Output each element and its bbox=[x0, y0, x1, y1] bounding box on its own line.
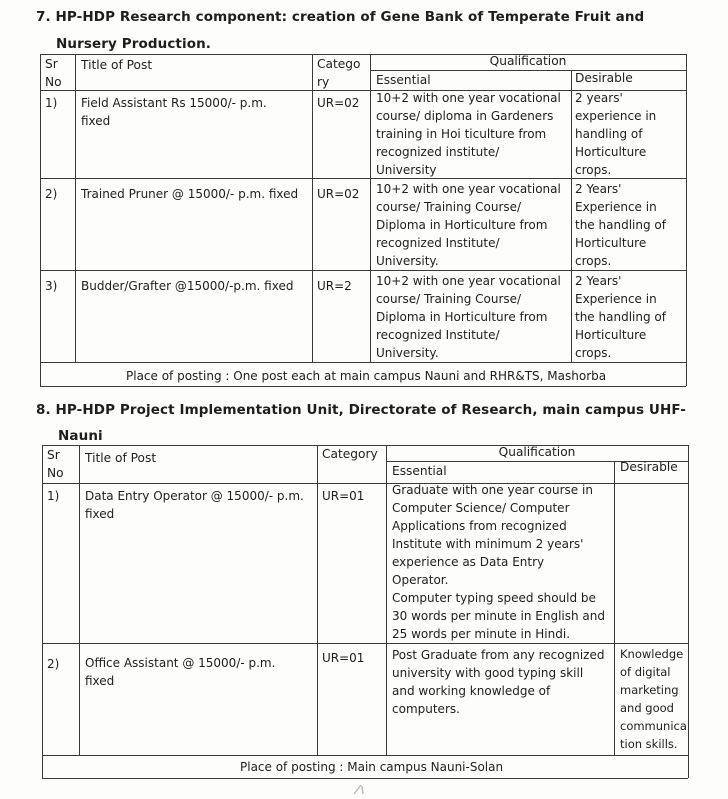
s7-row3-essential: 10+2 with one year vocational course/ Training Course/ Diploma in Horticulture from recognized Institute/ University. bbox=[376, 274, 561, 360]
s7-row1-sr: 1) bbox=[45, 96, 58, 110]
s8-row2-category: UR=01 bbox=[322, 651, 365, 665]
s8-place-of-posting: Place of posting : Main campus Nauni-Solan bbox=[240, 760, 504, 774]
s8-header-title: Title of Post bbox=[85, 451, 157, 465]
s8-row1-category: UR=01 bbox=[322, 489, 365, 503]
s7-header-sr-no: Sr No bbox=[45, 57, 62, 89]
s7-row1-category: UR=02 bbox=[317, 96, 360, 110]
s8-row1-essential: Graduate with one year course in Computer Science/ Computer Applications from recognized Institute with minimum 2 years' experience as Data Entry Operator. Computer typing speed should be 30 words per minute in English and 25 words per minute in Hindi. bbox=[392, 483, 606, 641]
section8-heading-line1: 8. HP-HDP Project Implementation Unit, Directorate of Research, main campus UHF- bbox=[36, 402, 686, 418]
s8-header-category: Category bbox=[322, 447, 378, 461]
s7-row2-desirable: 2 Years' Experience in the handling of Horticulture crops. bbox=[575, 182, 666, 268]
s7-row1-title: Field Assistant Rs 15000/- p.m. fixed bbox=[81, 96, 267, 128]
s7-row2-sr: 2) bbox=[45, 187, 58, 201]
s8-row1-sr: 1) bbox=[47, 489, 60, 503]
s7-header-qualification: Qualification bbox=[489, 54, 567, 68]
s7-row2-category: UR=02 bbox=[317, 187, 360, 201]
s8-header-desirable: Desirable bbox=[620, 460, 678, 474]
section7-heading-line1: 7. HP-HDP Research component: creation of Gene Bank of Temperate Fruit and bbox=[36, 9, 645, 25]
s8-row2-essential: Post Graduate from any recognized university with good typing skill and working knowledge of computers. bbox=[392, 648, 605, 716]
s8-header-qualification: Qualification bbox=[498, 445, 576, 459]
section8-heading-line2: Nauni bbox=[58, 428, 103, 444]
s8-header-essential: Essential bbox=[392, 464, 447, 478]
s7-row3-title: Budder/Grafter @15000/-p.m. fixed bbox=[81, 279, 294, 293]
s7-row1-essential: 10+2 with one year vocational course/ diploma in Gardeners training in Hoi ticulture from recognized institute/ University bbox=[376, 91, 561, 177]
s7-row2-essential: 10+2 with one year vocational course/ Training Course/ Diploma in Horticulture from recognized Institute/ University. bbox=[376, 182, 561, 268]
s7-header-category: Catego ry bbox=[317, 57, 361, 89]
s7-row3-desirable: 2 Years' Experience in the handling of Horticulture crops. bbox=[575, 274, 666, 360]
s7-header-desirable: Desirable bbox=[575, 71, 633, 85]
s8-header-sr-no: Sr No bbox=[47, 448, 64, 480]
s7-row2-title: Trained Pruner @ 15000/- p.m. fixed bbox=[81, 187, 299, 201]
s7-place-of-posting: Place of posting : One post each at main campus Nauni and RHR&TS, Mashorba bbox=[126, 369, 607, 383]
s8-row1-title: Data Entry Operator @ 15000/- p.m. fixed bbox=[85, 489, 304, 521]
s8-row2-sr: 2) bbox=[47, 657, 60, 671]
s7-header-title: Title of Post bbox=[81, 58, 153, 72]
s7-row3-category: UR=2 bbox=[317, 279, 352, 293]
s8-row2-title: Office Assistant @ 15000/- p.m. fixed bbox=[85, 656, 276, 688]
s8-row2-desirable: Knowledge of digital marketing and good communica tion skills. bbox=[620, 647, 687, 751]
s7-row1-desirable: 2 years' experience in handling of Horticulture crops. bbox=[575, 91, 657, 177]
section7-heading-line2: Nursery Production. bbox=[56, 36, 212, 52]
s7-header-essential: Essential bbox=[376, 73, 431, 87]
s7-row3-sr: 3) bbox=[45, 279, 58, 293]
pen-mark-icon bbox=[352, 780, 370, 793]
